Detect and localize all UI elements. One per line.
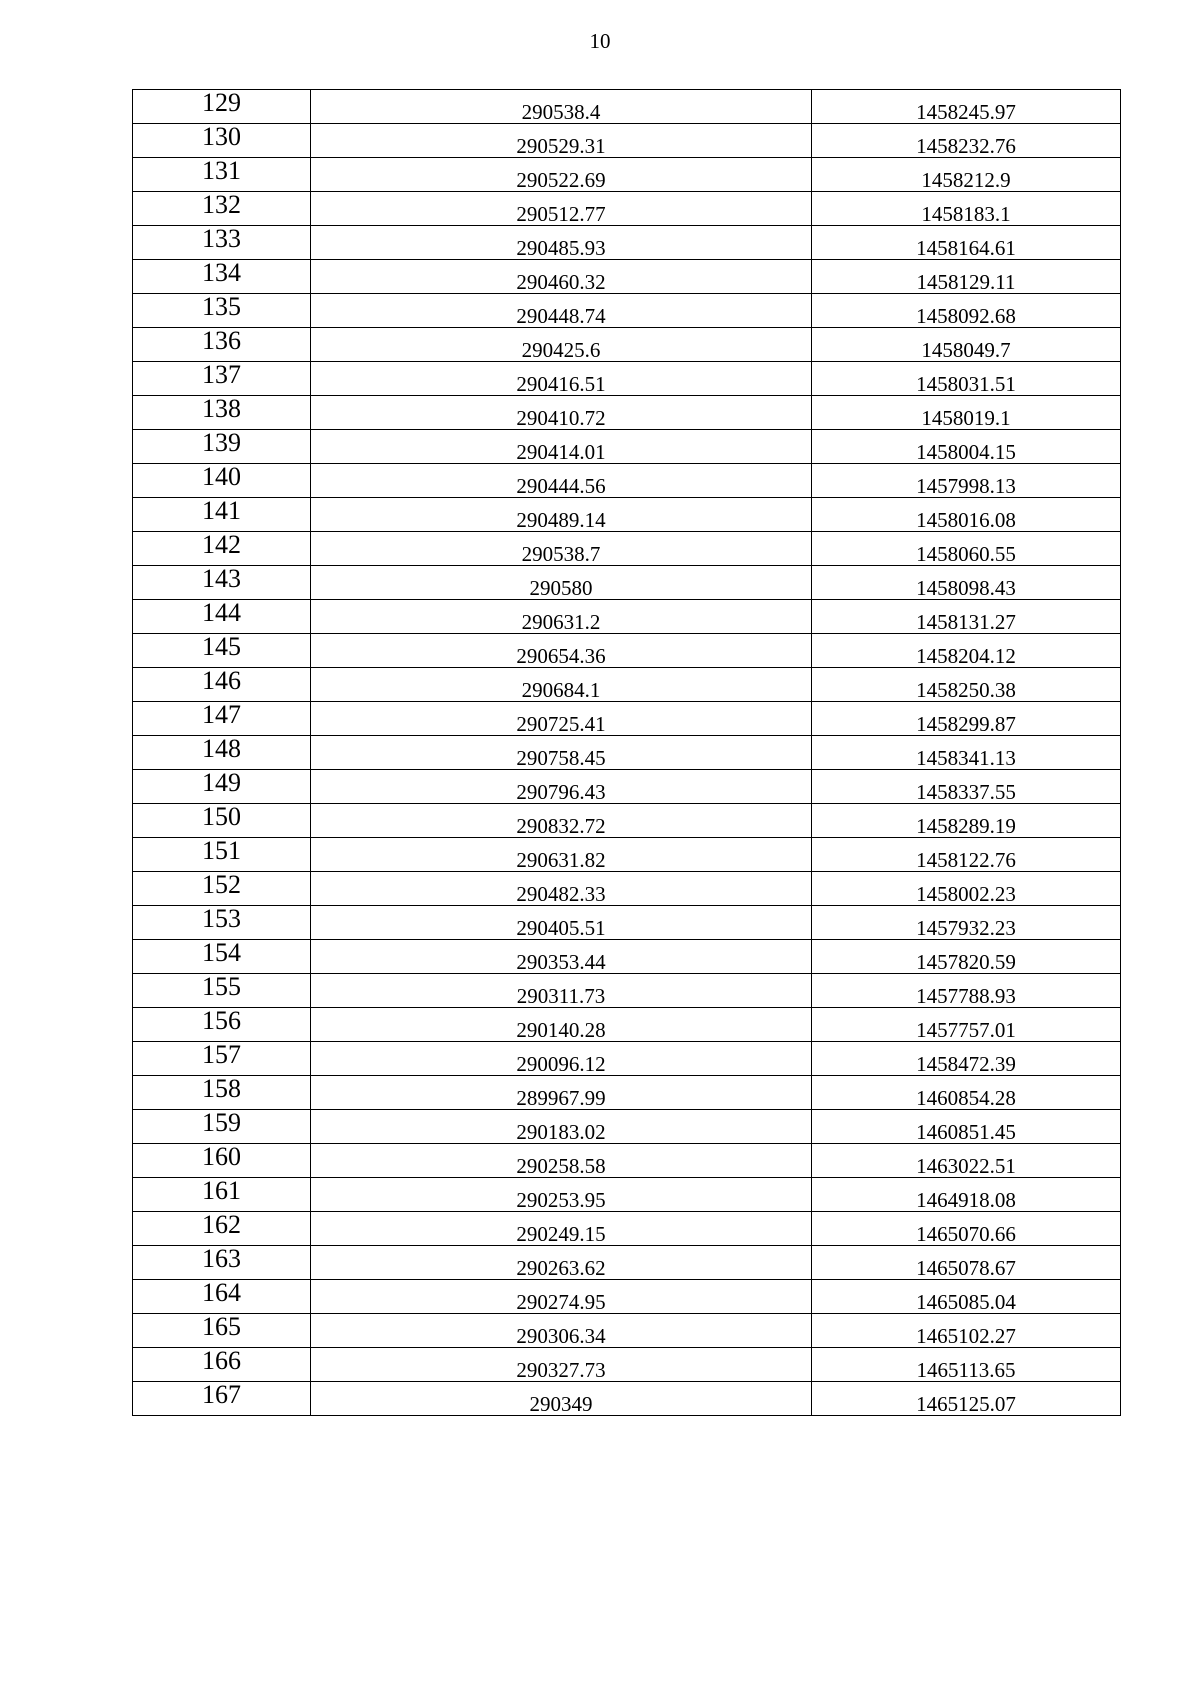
- table-row: [133, 600, 1121, 634]
- table-row: [133, 1314, 1121, 1348]
- table-row: [133, 294, 1121, 328]
- table-row: [133, 1042, 1121, 1076]
- y-coordinate-cell: 1458129.11: [812, 260, 1121, 294]
- point-number-cell: 157: [133, 1042, 311, 1076]
- x-coordinate-cell: 290522.69: [311, 158, 812, 192]
- x-coordinate-cell: 290832.72: [311, 804, 812, 838]
- point-number-cell: 160: [133, 1144, 311, 1178]
- x-coordinate-cell: 290274.95: [311, 1280, 812, 1314]
- x-coordinate-cell: 290460.32: [311, 260, 812, 294]
- point-number-cell: 167: [133, 1382, 311, 1416]
- y-coordinate-cell: 1458245.97: [812, 90, 1121, 124]
- y-coordinate-cell: 1458004.15: [812, 430, 1121, 464]
- x-coordinate-cell: 290263.62: [311, 1246, 812, 1280]
- point-number-cell: 129: [133, 90, 311, 124]
- point-number-cell: 161: [133, 1178, 311, 1212]
- y-coordinate-cell: 1458122.76: [812, 838, 1121, 872]
- table-row: [133, 838, 1121, 872]
- y-coordinate-cell: 1457998.13: [812, 464, 1121, 498]
- x-coordinate-cell: 290311.73: [311, 974, 812, 1008]
- x-coordinate-cell: 290258.58: [311, 1144, 812, 1178]
- x-coordinate-cell: 290183.02: [311, 1110, 812, 1144]
- y-coordinate-cell: 1458472.39: [812, 1042, 1121, 1076]
- x-coordinate-cell: 290448.74: [311, 294, 812, 328]
- y-coordinate-cell: 1458289.19: [812, 804, 1121, 838]
- point-number-cell: 162: [133, 1212, 311, 1246]
- y-coordinate-cell: 1458031.51: [812, 362, 1121, 396]
- point-number-cell: 163: [133, 1246, 311, 1280]
- y-coordinate-cell: 1457788.93: [812, 974, 1121, 1008]
- x-coordinate-cell: 290444.56: [311, 464, 812, 498]
- y-coordinate-cell: 1458049.7: [812, 328, 1121, 362]
- y-coordinate-cell: 1458002.23: [812, 872, 1121, 906]
- table-row: [133, 498, 1121, 532]
- table-row: [133, 702, 1121, 736]
- point-number-cell: 138: [133, 396, 311, 430]
- x-coordinate-cell: 290349: [311, 1382, 812, 1416]
- table-row: [133, 668, 1121, 702]
- table-row: [133, 226, 1121, 260]
- table-row: [133, 770, 1121, 804]
- table-row: [133, 1110, 1121, 1144]
- point-number-cell: 166: [133, 1348, 311, 1382]
- page-number: 10: [589, 29, 611, 53]
- y-coordinate-cell: 1458204.12: [812, 634, 1121, 668]
- point-number-cell: 164: [133, 1280, 311, 1314]
- table-row: [133, 124, 1121, 158]
- y-coordinate-cell: 1458232.76: [812, 124, 1121, 158]
- x-coordinate-cell: 290489.14: [311, 498, 812, 532]
- point-number-cell: 133: [133, 226, 311, 260]
- point-number-cell: 143: [133, 566, 311, 600]
- table-row: [133, 872, 1121, 906]
- y-coordinate-cell: 1465125.07: [812, 1382, 1121, 1416]
- y-coordinate-cell: 1458092.68: [812, 294, 1121, 328]
- table-row: [133, 1280, 1121, 1314]
- point-number-cell: 159: [133, 1110, 311, 1144]
- x-coordinate-cell: 290631.2: [311, 600, 812, 634]
- y-coordinate-cell: 1458060.55: [812, 532, 1121, 566]
- point-number-cell: 155: [133, 974, 311, 1008]
- x-coordinate-cell: 290758.45: [311, 736, 812, 770]
- point-number-cell: 145: [133, 634, 311, 668]
- point-number-cell: 154: [133, 940, 311, 974]
- y-coordinate-cell: 1460851.45: [812, 1110, 1121, 1144]
- table-row: [133, 464, 1121, 498]
- point-number-cell: 146: [133, 668, 311, 702]
- y-coordinate-cell: 1457932.23: [812, 906, 1121, 940]
- table-row: [133, 1382, 1121, 1416]
- point-number-cell: 131: [133, 158, 311, 192]
- table-row: [133, 906, 1121, 940]
- y-coordinate-cell: 1457757.01: [812, 1008, 1121, 1042]
- point-number-cell: 130: [133, 124, 311, 158]
- point-number-cell: 135: [133, 294, 311, 328]
- table-row: [133, 1246, 1121, 1280]
- table-row: [133, 940, 1121, 974]
- point-number-cell: 142: [133, 532, 311, 566]
- point-number-cell: 148: [133, 736, 311, 770]
- table-row: [133, 1008, 1121, 1042]
- point-number-cell: 156: [133, 1008, 311, 1042]
- point-number-cell: 132: [133, 192, 311, 226]
- table-row: [133, 260, 1121, 294]
- table-row: [133, 736, 1121, 770]
- y-coordinate-cell: 1458016.08: [812, 498, 1121, 532]
- y-coordinate-cell: 1458019.1: [812, 396, 1121, 430]
- x-coordinate-cell: 290725.41: [311, 702, 812, 736]
- table-row: [133, 634, 1121, 668]
- table-row: [133, 1076, 1121, 1110]
- y-coordinate-cell: 1465102.27: [812, 1314, 1121, 1348]
- x-coordinate-cell: 290529.31: [311, 124, 812, 158]
- table-row: [133, 1212, 1121, 1246]
- x-coordinate-cell: 290631.82: [311, 838, 812, 872]
- point-number-cell: 141: [133, 498, 311, 532]
- table-row: [133, 362, 1121, 396]
- x-coordinate-cell: 290249.15: [311, 1212, 812, 1246]
- table-row: [133, 1178, 1121, 1212]
- x-coordinate-cell: 290654.36: [311, 634, 812, 668]
- y-coordinate-cell: 1458337.55: [812, 770, 1121, 804]
- x-coordinate-cell: 290096.12: [311, 1042, 812, 1076]
- table-row: [133, 158, 1121, 192]
- coordinates-table: [132, 89, 1121, 1416]
- y-coordinate-cell: 1458212.9: [812, 158, 1121, 192]
- x-coordinate-cell: 290327.73: [311, 1348, 812, 1382]
- y-coordinate-cell: 1465070.66: [812, 1212, 1121, 1246]
- y-coordinate-cell: 1463022.51: [812, 1144, 1121, 1178]
- x-coordinate-cell: 290414.01: [311, 430, 812, 464]
- table-row: [133, 566, 1121, 600]
- y-coordinate-cell: 1458183.1: [812, 192, 1121, 226]
- x-coordinate-cell: 290353.44: [311, 940, 812, 974]
- point-number-cell: 134: [133, 260, 311, 294]
- point-number-cell: 144: [133, 600, 311, 634]
- table-row: [133, 1144, 1121, 1178]
- x-coordinate-cell: 290140.28: [311, 1008, 812, 1042]
- x-coordinate-cell: 290306.34: [311, 1314, 812, 1348]
- y-coordinate-cell: 1458131.27: [812, 600, 1121, 634]
- table-row: [133, 974, 1121, 1008]
- y-coordinate-cell: 1458341.13: [812, 736, 1121, 770]
- point-number-cell: 139: [133, 430, 311, 464]
- y-coordinate-cell: 1458098.43: [812, 566, 1121, 600]
- point-number-cell: 149: [133, 770, 311, 804]
- table-row: [133, 804, 1121, 838]
- x-coordinate-cell: 290416.51: [311, 362, 812, 396]
- x-coordinate-cell: 290684.1: [311, 668, 812, 702]
- point-number-cell: 158: [133, 1076, 311, 1110]
- y-coordinate-cell: 1458299.87: [812, 702, 1121, 736]
- table-row: [133, 1348, 1121, 1382]
- x-coordinate-cell: 290482.33: [311, 872, 812, 906]
- x-coordinate-cell: 290405.51: [311, 906, 812, 940]
- coordinates-table-body: [133, 90, 1121, 1416]
- table-row: [133, 90, 1121, 124]
- x-coordinate-cell: 290253.95: [311, 1178, 812, 1212]
- x-coordinate-cell: 290410.72: [311, 396, 812, 430]
- y-coordinate-cell: 1465113.65: [812, 1348, 1121, 1382]
- table-row: [133, 430, 1121, 464]
- point-number-cell: 151: [133, 838, 311, 872]
- point-number-cell: 136: [133, 328, 311, 362]
- y-coordinate-cell: 1460854.28: [812, 1076, 1121, 1110]
- point-number-cell: 137: [133, 362, 311, 396]
- x-coordinate-cell: 290796.43: [311, 770, 812, 804]
- y-coordinate-cell: 1457820.59: [812, 940, 1121, 974]
- x-coordinate-cell: 290512.77: [311, 192, 812, 226]
- x-coordinate-cell: 290538.7: [311, 532, 812, 566]
- point-number-cell: 165: [133, 1314, 311, 1348]
- x-coordinate-cell: 290485.93: [311, 226, 812, 260]
- y-coordinate-cell: 1464918.08: [812, 1178, 1121, 1212]
- table-row: [133, 396, 1121, 430]
- y-coordinate-cell: 1465078.67: [812, 1246, 1121, 1280]
- x-coordinate-cell: 290580: [311, 566, 812, 600]
- x-coordinate-cell: 290538.4: [311, 90, 812, 124]
- y-coordinate-cell: 1458250.38: [812, 668, 1121, 702]
- x-coordinate-cell: 290425.6: [311, 328, 812, 362]
- table-row: [133, 328, 1121, 362]
- table-row: [133, 192, 1121, 226]
- point-number-cell: 147: [133, 702, 311, 736]
- point-number-cell: 153: [133, 906, 311, 940]
- point-number-cell: 152: [133, 872, 311, 906]
- y-coordinate-cell: 1458164.61: [812, 226, 1121, 260]
- point-number-cell: 150: [133, 804, 311, 838]
- point-number-cell: 140: [133, 464, 311, 498]
- table-row: [133, 532, 1121, 566]
- x-coordinate-cell: 289967.99: [311, 1076, 812, 1110]
- y-coordinate-cell: 1465085.04: [812, 1280, 1121, 1314]
